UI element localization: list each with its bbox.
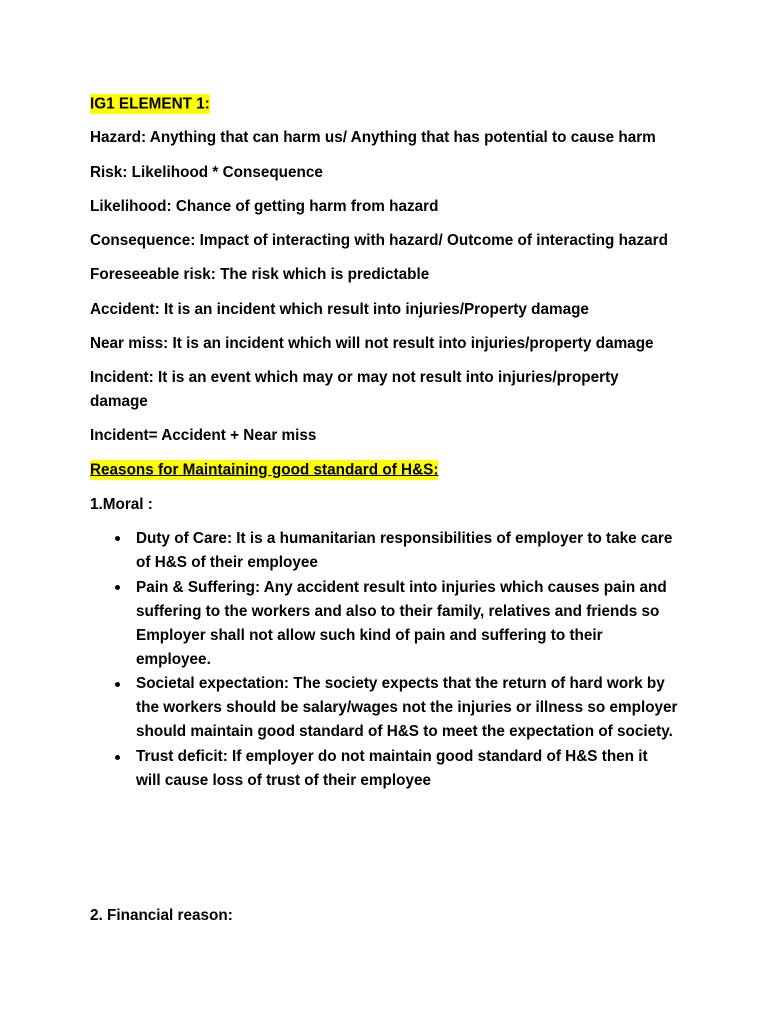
element-heading-text: IG1 ELEMENT 1:: [90, 95, 210, 112]
bullet-line: Pain & Suffering: Any accident result into injuries which causes pain and: [136, 578, 667, 596]
definition-line: Hazard: Anything that can harm us/ Anything that has potential to cause harm: [90, 129, 656, 147]
definition-accident: [90, 298, 730, 321]
definition-risk: [90, 161, 730, 184]
bullet-trust-deficit: [90, 745, 730, 793]
definition-likelihood: [90, 195, 730, 218]
moral-bullet-list: [90, 527, 730, 793]
bullet-line: Societal expectation: The society expects that the return of hard work by: [136, 675, 665, 693]
definition-hazard: [90, 126, 730, 149]
moral-heading: 1.Moral :: [90, 495, 153, 513]
definition-near-miss: [90, 332, 730, 355]
document-body: [90, 92, 730, 794]
definition-line: Consequence: Impact of interacting with hazard/ Outcome of interacting hazard: [90, 232, 668, 250]
definition-line: damage: [90, 392, 148, 410]
definition-line: Risk: Likelihood * Consequence: [90, 163, 323, 181]
definition-foreseeable-risk: [90, 263, 730, 286]
bullet-line: Duty of Care: It is a humanitarian responsibilities of employer to take care: [136, 529, 673, 547]
bullet-line: Trust deficit: If employer do not maintain good standard of H&S then it: [136, 748, 648, 766]
bullet-icon: [115, 585, 120, 590]
definition-incident-formula: [90, 424, 730, 447]
bullet-line: should maintain good standard of H&S to meet the expectation of society.: [136, 723, 673, 741]
definition-line: Near miss: It is an incident which will not result into injuries/property damage: [90, 335, 654, 353]
bullet-icon: [115, 682, 120, 687]
definition-line: Accident: It is an incident which result into injuries/Property damage: [90, 300, 589, 318]
bullet-line: will cause loss of trust of their employee: [136, 772, 431, 790]
bullet-pain-suffering: [90, 576, 730, 672]
definition-line: Likelihood: Chance of getting harm from hazard: [90, 197, 439, 215]
bullet-icon: [115, 536, 120, 541]
bullet-line: employee.: [136, 650, 211, 668]
bullet-line: the workers should be salary/wages not the injuries or illness so employer: [136, 699, 678, 717]
bullet-societal-expectation: [90, 672, 730, 744]
bullet-duty-of-care: [90, 527, 730, 575]
bullet-icon: [115, 755, 120, 760]
definition-line: Incident: It is an event which may or may not result into injuries/property: [90, 369, 619, 387]
definition-consequence: [90, 229, 730, 252]
element-heading: [90, 92, 730, 115]
bullet-line: suffering to the workers and also to their family, relatives and friends so: [136, 602, 660, 620]
bullet-line: Employer shall not allow such kind of pain and suffering to their: [136, 626, 603, 644]
definition-incident: [90, 366, 730, 413]
definition-line: Foreseeable risk: The risk which is predictable: [90, 266, 430, 284]
financial-heading: 2. Financial reason:: [90, 907, 233, 924]
definition-line: Incident= Accident + Near miss: [90, 427, 317, 445]
reasons-heading: [90, 458, 730, 481]
reasons-heading-text: Reasons for Maintaining good standard of H&S:: [90, 461, 439, 479]
bullet-line: of H&S of their employee: [136, 553, 318, 571]
